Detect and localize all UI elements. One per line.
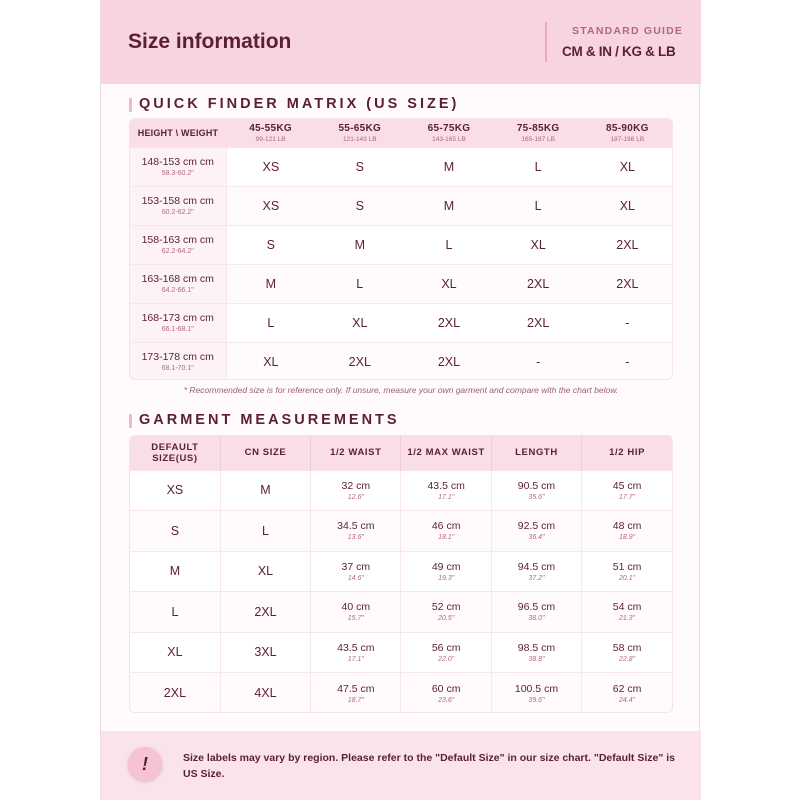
weight-header bbox=[494, 119, 583, 147]
us-size-cell: M bbox=[130, 551, 220, 592]
measurement-cm: 40 cm bbox=[341, 601, 371, 614]
weight-lb: 165-187 LB bbox=[521, 135, 555, 143]
measurement-in: 15.7" bbox=[347, 615, 364, 623]
measurement-cm: 94.5 cm bbox=[517, 560, 556, 573]
weight-kg: 45-55KG bbox=[249, 122, 292, 134]
size-cell: XL bbox=[494, 225, 583, 264]
measurement-cm: 92.5 cm bbox=[517, 520, 556, 533]
measurement-in: 17.1" bbox=[347, 655, 364, 663]
measurement-cm: 43.5 cm bbox=[427, 479, 465, 492]
weight-header bbox=[583, 119, 672, 147]
measurement-cm: 54 cm bbox=[612, 601, 642, 614]
size-cell: - bbox=[583, 303, 672, 342]
measurement-cm: 98.5 cm bbox=[517, 641, 556, 654]
garment-measurements-title: GARMENT MEASUREMENTS bbox=[129, 412, 400, 428]
column-header: LENGTH bbox=[491, 436, 581, 470]
quick-finder-table bbox=[129, 118, 673, 380]
size-cell: M bbox=[315, 225, 404, 264]
measurement-in: 20.1" bbox=[619, 574, 636, 582]
height-row-header bbox=[130, 147, 226, 186]
measurement-in: 18.7" bbox=[347, 696, 364, 704]
measurement-cm: 96.5 cm bbox=[517, 601, 556, 614]
exclamation-icon: ! bbox=[128, 747, 162, 781]
standard-guide-label: STANDARD GUIDE bbox=[572, 25, 684, 37]
measurement-cell bbox=[582, 592, 672, 633]
size-cell: 2XL bbox=[494, 264, 583, 303]
size-cell: XL bbox=[583, 147, 672, 186]
us-size-cell: L bbox=[130, 592, 220, 633]
measurement-cm: 60 cm bbox=[431, 682, 461, 695]
size-cell: 2XL bbox=[583, 264, 672, 303]
measurement-cm: 62 cm bbox=[612, 682, 642, 695]
table-row bbox=[130, 342, 672, 380]
size-cell: 2XL bbox=[404, 342, 493, 380]
measurement-cell bbox=[582, 511, 672, 552]
table-row bbox=[130, 147, 672, 186]
measurement-cell bbox=[491, 673, 581, 714]
size-guide-page bbox=[100, 0, 700, 800]
height-row-header bbox=[130, 225, 226, 264]
measurement-cm: 56 cm bbox=[431, 641, 461, 654]
weight-kg: 85-90KG bbox=[606, 122, 649, 134]
measurement-in: 23.6" bbox=[438, 696, 455, 704]
table-row bbox=[130, 511, 672, 552]
measurement-cm: 32 cm bbox=[341, 479, 371, 492]
size-cell: 2XL bbox=[404, 303, 493, 342]
measurement-in: 38.0" bbox=[528, 615, 545, 623]
size-cell: M bbox=[404, 186, 493, 225]
measurement-cm: 37 cm bbox=[341, 560, 371, 573]
measurement-in: 37.2" bbox=[528, 574, 545, 582]
measurement-in: 18.9" bbox=[619, 534, 636, 542]
measurement-cell bbox=[491, 511, 581, 552]
measurement-in: 38.8" bbox=[528, 655, 545, 663]
column-header: 1/2 HIP bbox=[582, 436, 672, 470]
height-cm: 163-168 cm cm bbox=[141, 273, 214, 285]
height-in: 64.2-66.1" bbox=[161, 287, 194, 294]
height-in: 62.2-64.2" bbox=[161, 248, 194, 255]
measurement-in: 17.7" bbox=[619, 493, 636, 501]
measurement-in: 18.1" bbox=[438, 534, 455, 542]
column-header: 1/2 WAIST bbox=[311, 436, 401, 470]
height-row-header bbox=[130, 342, 226, 380]
size-cell: M bbox=[404, 147, 493, 186]
table-row bbox=[130, 225, 672, 264]
measurement-cm: 52 cm bbox=[431, 601, 461, 614]
measurement-cm: 43.5 cm bbox=[337, 641, 375, 654]
measurement-cell bbox=[491, 551, 581, 592]
size-cell: L bbox=[494, 186, 583, 225]
units-label: CM & IN / KG & LB bbox=[562, 44, 676, 59]
measurement-cell bbox=[311, 470, 401, 511]
measurement-cell bbox=[311, 551, 401, 592]
measurement-cm: 49 cm bbox=[431, 560, 461, 573]
header-divider bbox=[545, 22, 547, 62]
size-cell: 2XL bbox=[315, 342, 404, 380]
cn-size-cell: 4XL bbox=[220, 673, 310, 714]
table-row bbox=[130, 470, 672, 511]
table-row bbox=[130, 264, 672, 303]
quick-finder-header-row bbox=[130, 119, 672, 147]
region-notice bbox=[101, 731, 701, 800]
size-cell: 2XL bbox=[494, 303, 583, 342]
size-cell: M bbox=[226, 264, 315, 303]
weight-header bbox=[404, 119, 493, 147]
recommendation-note: * Recommended size is for reference only. If unsure, measure your own garment and compare with the chart below. bbox=[183, 385, 619, 395]
measurement-cell bbox=[311, 592, 401, 633]
weight-header bbox=[226, 119, 315, 147]
column-header: DEFAULT SIZE(US) bbox=[130, 436, 220, 470]
size-cell: L bbox=[404, 225, 493, 264]
measurement-cell bbox=[311, 673, 401, 714]
measurement-cell bbox=[401, 551, 491, 592]
size-cell: XL bbox=[315, 303, 404, 342]
size-cell: XS bbox=[226, 186, 315, 225]
size-cell: L bbox=[226, 303, 315, 342]
measurement-cell bbox=[311, 632, 401, 673]
measurement-in: 22.8" bbox=[619, 655, 636, 663]
table-row bbox=[130, 303, 672, 342]
table-row bbox=[130, 592, 672, 633]
height-row-header bbox=[130, 264, 226, 303]
size-cell: - bbox=[494, 342, 583, 380]
size-cell: 2XL bbox=[583, 225, 672, 264]
measurement-in: 13.6" bbox=[347, 534, 364, 542]
size-cell: - bbox=[583, 342, 672, 380]
size-cell: S bbox=[315, 186, 404, 225]
measurement-cm: 90.5 cm bbox=[517, 479, 556, 492]
measurement-in: 14.6" bbox=[347, 574, 364, 582]
height-cm: 173-178 cm cm bbox=[141, 351, 214, 364]
measurement-in: 22.0" bbox=[438, 655, 455, 663]
size-cell: XS bbox=[226, 147, 315, 186]
measurement-cell bbox=[582, 632, 672, 673]
measurement-cell bbox=[582, 551, 672, 592]
size-cell: L bbox=[494, 147, 583, 186]
measurement-in: 36.4" bbox=[528, 534, 545, 542]
measurement-cm: 48 cm bbox=[612, 520, 642, 533]
size-cell: XL bbox=[226, 342, 315, 380]
weight-kg: 75-85KG bbox=[516, 122, 560, 134]
height-cm: 168-173 cm cm bbox=[141, 312, 214, 324]
cn-size-cell: 2XL bbox=[220, 592, 310, 633]
measurement-cm: 46 cm bbox=[431, 520, 461, 533]
measurement-in: 35.6" bbox=[528, 493, 545, 501]
size-cell: L bbox=[315, 264, 404, 303]
height-row-header bbox=[130, 186, 226, 225]
measurement-cell bbox=[311, 511, 401, 552]
measurement-cell bbox=[401, 673, 491, 714]
garment-header-row bbox=[130, 436, 672, 470]
cn-size-cell: L bbox=[220, 511, 310, 552]
column-header: CN SIZE bbox=[220, 436, 310, 470]
us-size-cell: XS bbox=[130, 470, 220, 511]
size-cell: S bbox=[315, 147, 404, 186]
measurement-in: 21.3" bbox=[619, 615, 636, 623]
measurement-cm: 47.5 cm bbox=[337, 682, 375, 695]
corner-header: HEIGHT \ WEIGHT bbox=[130, 119, 226, 147]
height-in: 66.1-68.1" bbox=[161, 326, 194, 333]
weight-kg: 65-75KG bbox=[427, 122, 471, 134]
us-size-cell: 2XL bbox=[130, 673, 220, 714]
page-title: Size information bbox=[128, 30, 292, 53]
us-size-cell: XL bbox=[130, 632, 220, 673]
height-in: 60.2-62.2" bbox=[161, 209, 194, 216]
measurement-in: 39.6" bbox=[528, 696, 545, 704]
page-header bbox=[101, 0, 701, 84]
table-row bbox=[130, 673, 672, 714]
weight-lb: 121-143 LB bbox=[342, 135, 377, 143]
measurement-cell bbox=[401, 592, 491, 633]
table-row bbox=[130, 551, 672, 592]
measurement-cm: 45 cm bbox=[612, 479, 642, 492]
weight-lb: 187-198 LB bbox=[610, 135, 645, 143]
weight-kg: 55-65KG bbox=[338, 122, 382, 134]
height-in: 68.1-70.1" bbox=[161, 365, 194, 373]
height-cm: 148-153 cm cm bbox=[141, 156, 214, 168]
region-notice-text: Size labels may vary by region. Please refer to the "Default Size" in our size chart. "Default Size" is US Size. bbox=[183, 752, 675, 780]
measurement-cell bbox=[401, 511, 491, 552]
measurement-cell bbox=[401, 632, 491, 673]
weight-header bbox=[315, 119, 404, 147]
cn-size-cell: M bbox=[220, 470, 310, 511]
cn-size-cell: 3XL bbox=[220, 632, 310, 673]
measurement-cell bbox=[491, 632, 581, 673]
measurement-cm: 100.5 cm bbox=[514, 682, 559, 695]
garment-measurements-table bbox=[129, 435, 673, 713]
height-row-header bbox=[130, 303, 226, 342]
measurement-cell bbox=[491, 592, 581, 633]
measurement-in: 24.4" bbox=[619, 696, 636, 704]
weight-lb: 99-121 LB bbox=[255, 135, 286, 143]
measurement-in: 19.3" bbox=[438, 574, 455, 582]
size-cell: XL bbox=[404, 264, 493, 303]
height-cm: 158-163 cm cm bbox=[141, 234, 214, 246]
cn-size-cell: XL bbox=[220, 551, 310, 592]
height-in: 58.3-60.2" bbox=[161, 170, 194, 177]
measurement-cm: 34.5 cm bbox=[337, 520, 375, 533]
size-cell: XL bbox=[583, 186, 672, 225]
height-cm: 153-158 cm cm bbox=[141, 195, 214, 207]
size-cell: S bbox=[226, 225, 315, 264]
quick-finder-title: QUICK FINDER MATRIX (US SIZE) bbox=[129, 96, 459, 112]
weight-lb: 143-165 LB bbox=[432, 135, 466, 143]
measurement-in: 17.1" bbox=[438, 493, 455, 501]
measurement-cell bbox=[491, 470, 581, 511]
table-row bbox=[130, 186, 672, 225]
table-row bbox=[130, 632, 672, 673]
measurement-cell bbox=[582, 470, 672, 511]
measurement-cell bbox=[582, 673, 672, 714]
measurement-cell bbox=[401, 470, 491, 511]
us-size-cell: S bbox=[130, 511, 220, 552]
measurement-cm: 58 cm bbox=[612, 641, 642, 654]
column-header: 1/2 MAX WAIST bbox=[401, 436, 491, 470]
measurement-in: 12.6" bbox=[347, 493, 364, 501]
measurement-cm: 51 cm bbox=[612, 560, 642, 573]
measurement-in: 20.5" bbox=[438, 615, 455, 623]
